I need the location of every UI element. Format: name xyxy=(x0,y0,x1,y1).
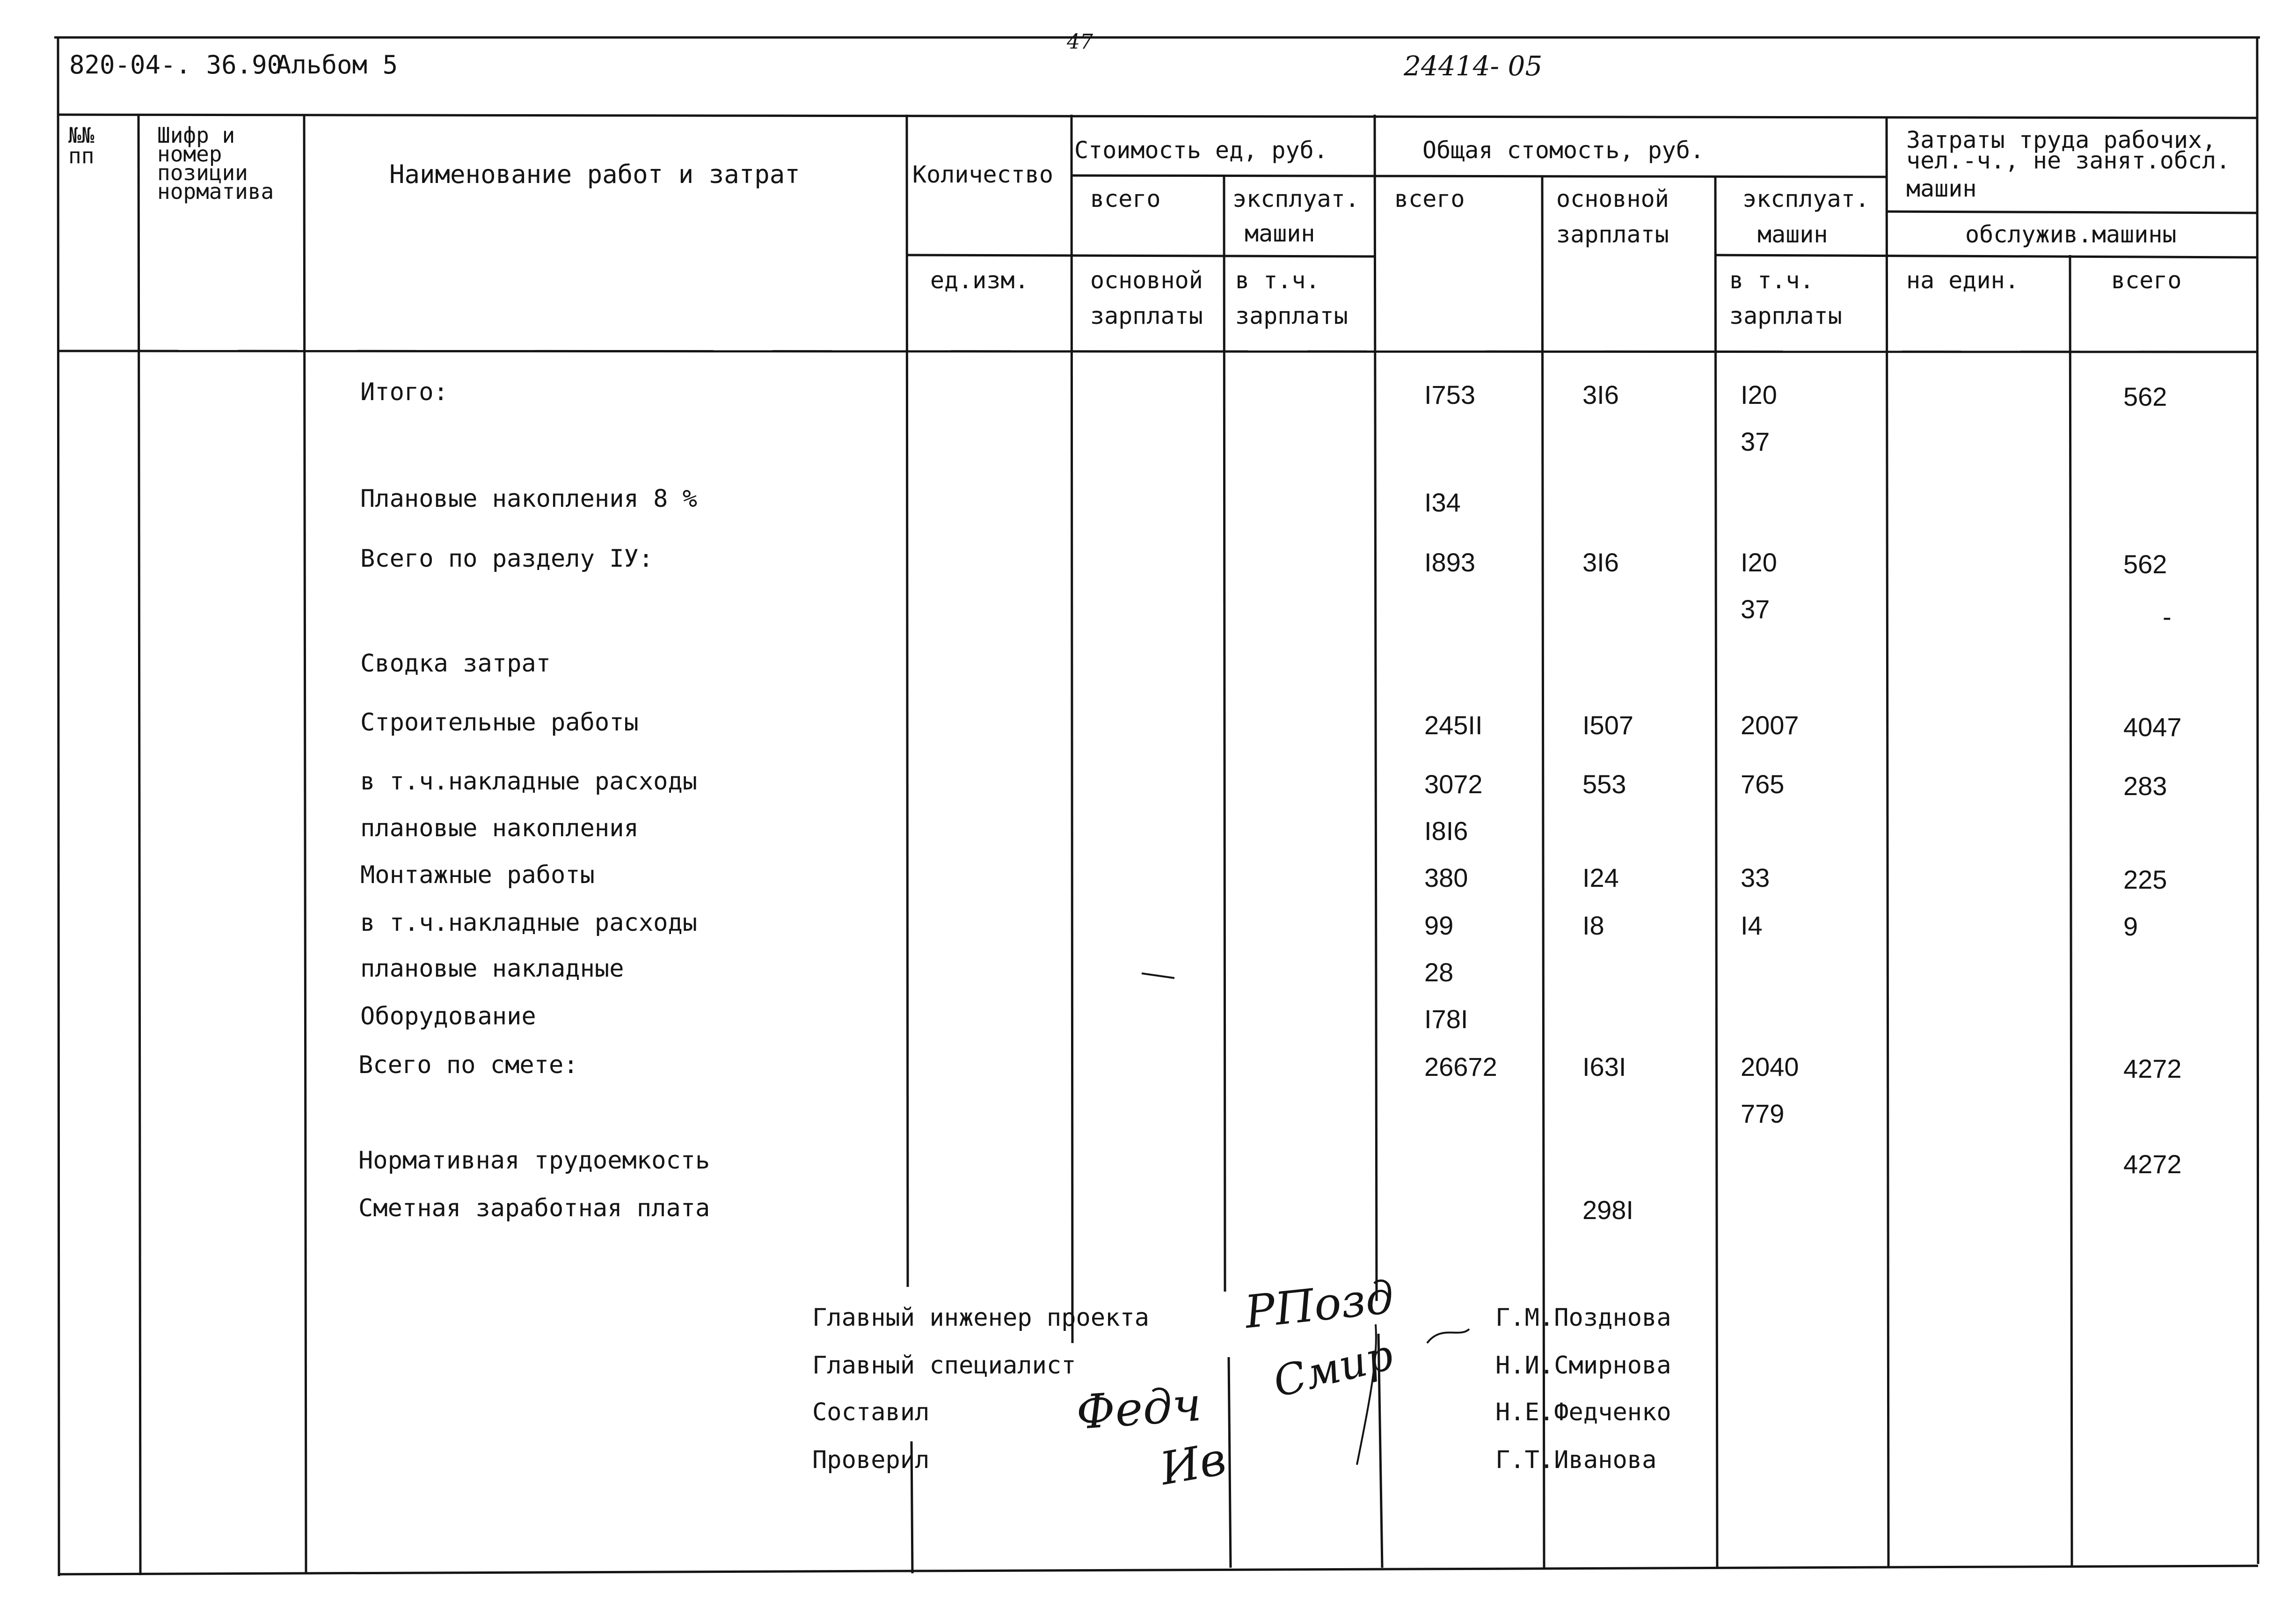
row-machines: 2007 xyxy=(1741,710,1799,740)
row-labor-mark: - xyxy=(2163,602,2172,631)
row-name: Всего по смете: xyxy=(358,1051,578,1079)
row-labor: 283 xyxy=(2123,771,2167,801)
row-name: плановые накладные xyxy=(360,955,624,983)
header-no-line2: пп xyxy=(68,143,95,168)
row-name: Плановые накопления 8 % xyxy=(360,485,698,513)
document-code: 820-04-. 36.90 xyxy=(69,50,283,80)
row-wage: 298I xyxy=(1582,1195,1633,1225)
header-total-incl-wage-line1: в т.ч. xyxy=(1729,267,1814,294)
header-code-line2: номер xyxy=(157,141,222,167)
row-wage: I507 xyxy=(1582,710,1633,740)
signature-name: Г.М.Позднова xyxy=(1495,1304,1671,1332)
row-name: Строительные работы xyxy=(360,709,639,737)
row-total: I8I6 xyxy=(1424,816,1468,846)
handwritten-signature: РПозд xyxy=(1242,1271,1397,1339)
row-total: 99 xyxy=(1424,911,1454,940)
row-labor: 4272 xyxy=(2123,1054,2182,1083)
header-labor-line3: машин xyxy=(1906,175,1977,202)
signature-role: Главный инженер проекта xyxy=(812,1304,1150,1332)
header-labor-line1: Затраты труда рабочих, xyxy=(1906,126,2216,153)
header-code-line4: норматива xyxy=(157,179,274,204)
header-code-line3: позиции xyxy=(157,160,248,185)
row-total: 245II xyxy=(1424,710,1483,740)
handwritten-signature: Смир xyxy=(1268,1330,1398,1407)
row-wage: 3I6 xyxy=(1582,380,1619,409)
row-wage: I24 xyxy=(1582,863,1619,892)
row-total: 26672 xyxy=(1424,1052,1497,1081)
row-total: I753 xyxy=(1424,380,1475,409)
album-label: Альбом 5 xyxy=(276,50,398,80)
header-labor-machines: обслужив.машины xyxy=(1965,221,2177,248)
header-unit-machines-line2: машин xyxy=(1245,220,1315,247)
header-unit-cost: Стоимость ед, руб. xyxy=(1074,137,1328,164)
row-name: Сметная заработная плата xyxy=(358,1194,710,1222)
signature-role: Проверил xyxy=(812,1446,930,1474)
signature-role: Составил xyxy=(812,1398,930,1426)
header-unit: ед.изм. xyxy=(930,267,1029,294)
signature-name: Н.Е.Федченко xyxy=(1495,1398,1671,1426)
header-unit-machines-line1: эксплуат. xyxy=(1232,185,1359,212)
row-name: Монтажные работы xyxy=(360,861,595,889)
row-name: в т.ч.накладные расходы xyxy=(360,909,698,937)
row-name: Оборудование xyxy=(360,1002,536,1030)
header-name: Наименование работ и затрат xyxy=(389,160,800,189)
row-name: Итого: xyxy=(360,378,448,406)
row-wage: 3I6 xyxy=(1582,548,1619,577)
row-total: 3072 xyxy=(1424,769,1483,799)
row-labor: 225 xyxy=(2123,865,2167,894)
row-name: Сводка затрат xyxy=(360,650,551,678)
handwritten-number: 24414- 05 xyxy=(1404,50,1543,82)
row-total: I78I xyxy=(1424,1004,1468,1034)
header-unit-total: всего xyxy=(1090,185,1161,212)
header-labor-unit: на един. xyxy=(1906,267,2019,294)
header-unit-wage-line2: зарплаты xyxy=(1090,302,1203,329)
row-total: 28 xyxy=(1424,957,1454,987)
row-name: плановые накопления xyxy=(360,814,639,842)
row-labor: 9 xyxy=(2123,912,2138,941)
row-name: Нормативная трудоемкость xyxy=(358,1147,710,1175)
row-labor: 562 xyxy=(2123,382,2167,411)
signature-name: Г.Т.Иванова xyxy=(1495,1446,1657,1474)
signature-role: Главный специалист xyxy=(812,1351,1076,1380)
row-machines-wage: 779 xyxy=(1741,1099,1785,1128)
row-machines-wage: 37 xyxy=(1741,594,1770,624)
header-unit-wage-line1: основной xyxy=(1090,267,1203,294)
row-machines-wage: 37 xyxy=(1741,427,1770,456)
header-labor-total: всего xyxy=(2111,267,2182,294)
row-labor: 4047 xyxy=(2123,712,2182,742)
header-unit-incl-wage-line1: в т.ч. xyxy=(1235,267,1320,294)
header-total-machines-line1: эксплуат. xyxy=(1742,185,1869,212)
row-machines: I4 xyxy=(1741,911,1763,940)
header-unit-incl-wage-line2: зарплаты xyxy=(1235,302,1348,329)
row-labor: 4272 xyxy=(2123,1149,2182,1179)
row-wage: I63I xyxy=(1582,1052,1626,1081)
header-labor-line2: чел.-ч., не занят.обсл. xyxy=(1906,147,2230,174)
handwritten-signature: Ив xyxy=(1156,1432,1230,1496)
header-no-line1: №№ xyxy=(68,123,95,148)
row-labor: 562 xyxy=(2123,549,2167,579)
header-code-line1: Шифр и xyxy=(157,123,235,148)
header-total-incl-wage-line2: зарплаты xyxy=(1729,302,1842,329)
row-machines: 33 xyxy=(1741,863,1770,892)
row-name: в т.ч.накладные расходы xyxy=(360,767,698,796)
header-total-machines-line2: машин xyxy=(1757,221,1828,248)
row-total: 380 xyxy=(1424,863,1468,892)
header-quantity: Количество xyxy=(912,161,1054,188)
row-machines: 765 xyxy=(1741,769,1785,799)
row-machines: I20 xyxy=(1741,548,1777,577)
signature-name: Н.И.Смирнова xyxy=(1495,1351,1671,1380)
row-machines: 2040 xyxy=(1741,1052,1799,1081)
row-machines: I20 xyxy=(1741,380,1777,409)
row-wage: 553 xyxy=(1582,769,1626,799)
page-number: 47 xyxy=(1067,30,1093,54)
row-total: I893 xyxy=(1424,548,1475,577)
header-total-cost: Общая стомость, руб. xyxy=(1422,137,1705,164)
row-total: I34 xyxy=(1424,488,1461,517)
header-total-wage-line1: основной xyxy=(1556,185,1669,212)
row-wage: I8 xyxy=(1582,911,1604,940)
header-total-wage-line2: зарплаты xyxy=(1556,221,1669,248)
handwritten-signature: Федч xyxy=(1074,1376,1203,1440)
row-name: Всего по разделу IУ: xyxy=(360,545,654,573)
header-total-all: всего xyxy=(1394,185,1465,212)
